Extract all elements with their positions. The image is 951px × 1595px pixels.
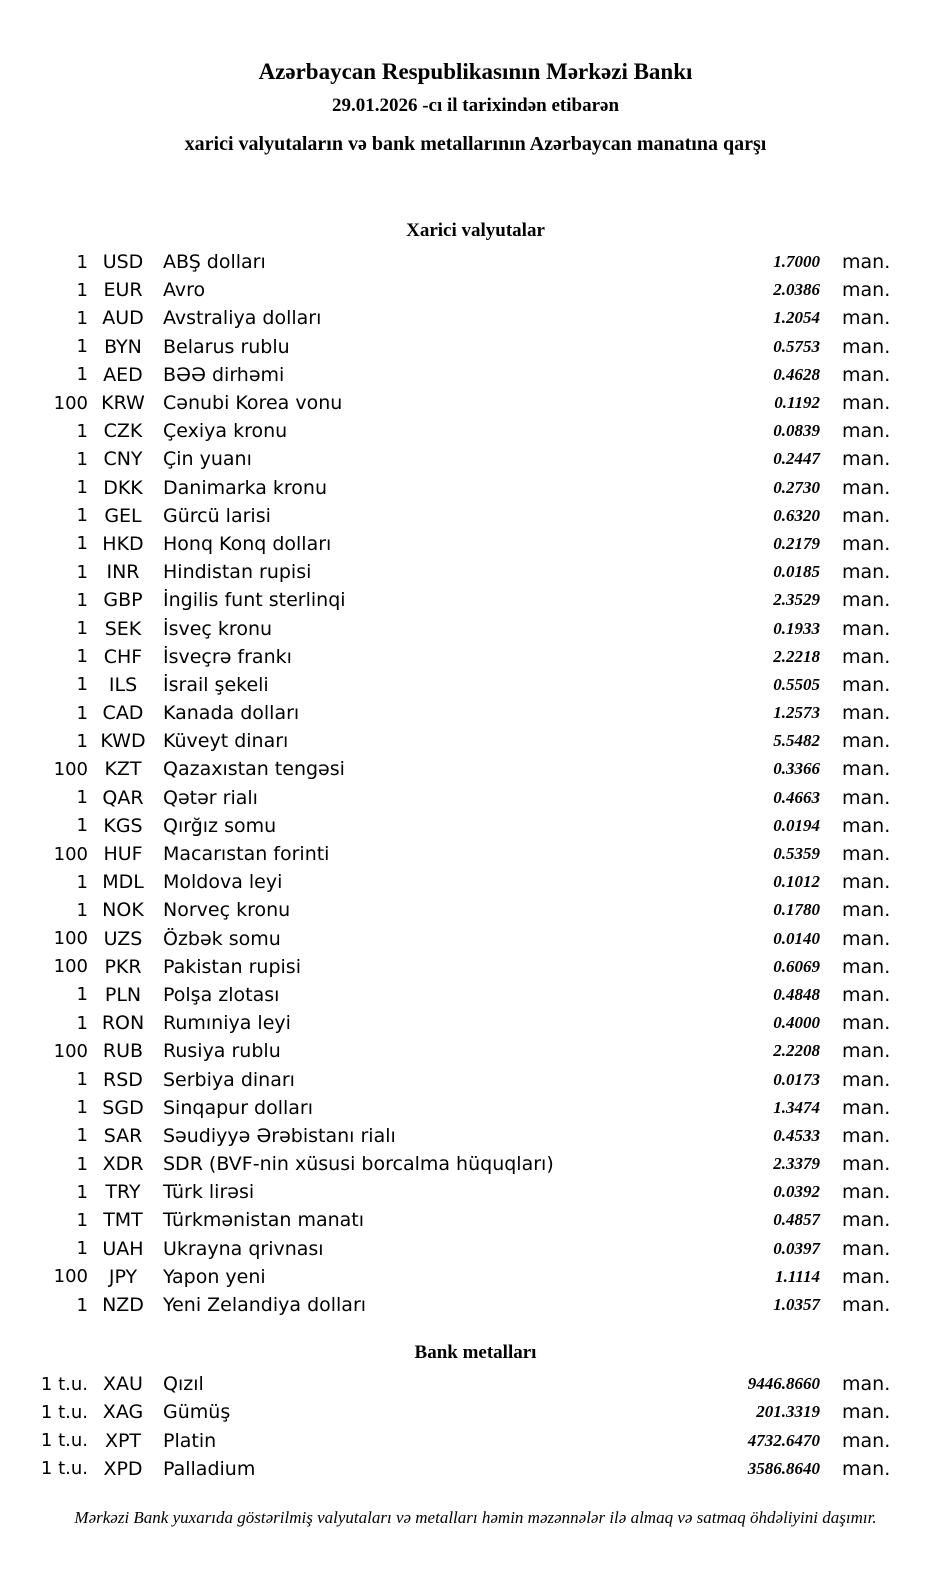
rate-row [0, 276, 951, 304]
currency-code-cell: UAH [102, 1237, 144, 1260]
rate-row [0, 1037, 951, 1065]
rate-value-cell: 5.5482 [773, 731, 820, 751]
unit-label-cell: man. [842, 955, 891, 978]
currency-name-cell: Qazaxıstan tengəsi [163, 758, 345, 781]
unit-label-cell: man. [842, 1401, 891, 1424]
currency-code-cell: HKD [102, 532, 144, 555]
rate-row [0, 1427, 951, 1455]
rate-value-cell: 0.0185 [773, 562, 820, 582]
quantity-cell: 1 [76, 1125, 88, 1147]
rate-row [0, 361, 951, 389]
currency-name-cell: İsveç kronu [163, 617, 273, 640]
footer-disclaimer: Mərkəzi Bank yuxarıda göstərilmiş valyutaları və metalları həmin məzənnələr ilə almaq və satmaq öhdəliyini daşımır. [74, 1507, 877, 1527]
currency-code-cell: XPD [103, 1457, 143, 1480]
rate-row [0, 812, 951, 840]
rate-row [0, 417, 951, 445]
rate-row [0, 1094, 951, 1122]
unit-label-cell: man. [842, 758, 891, 781]
rate-row [0, 1263, 951, 1291]
currency-name-cell: Yeni Zelandiya dolları [163, 1294, 367, 1317]
rate-value-cell: 1.0357 [773, 1295, 820, 1315]
rate-row [0, 248, 951, 276]
rate-value-cell: 2.3379 [773, 1154, 820, 1174]
currency-code-cell: EUR [103, 279, 143, 302]
rate-row [0, 755, 951, 783]
currency-code-cell: UZS [103, 927, 143, 950]
unit-label-cell: man. [842, 476, 891, 499]
effective-date: 29.01.2026 -cı il tarixindən etibarən [331, 95, 620, 116]
unit-label-cell: man. [842, 1265, 891, 1288]
rate-value-cell: 1.2573 [773, 703, 820, 723]
rate-value-cell: 0.0194 [773, 815, 820, 835]
unit-label-cell: man. [842, 307, 891, 330]
unit-label-cell: man. [842, 1457, 891, 1480]
unit-label-cell: man. [842, 363, 891, 386]
unit-label-cell: man. [842, 871, 891, 894]
currency-name-cell: Belarus rublu [163, 335, 290, 358]
rate-value-cell: 0.1192 [774, 393, 820, 413]
currency-name-cell: Platin [163, 1429, 217, 1452]
unit-label-cell: man. [842, 673, 891, 696]
currency-name-cell: Qızıl [163, 1373, 204, 1396]
unit-label-cell: man. [842, 448, 891, 471]
unit-label-cell: man. [842, 983, 891, 1006]
rate-value-cell: 2.2208 [773, 1041, 820, 1061]
quantity-cell: 1 [76, 279, 88, 301]
currency-name-cell: Səudiyyə Ərəbistanı rialı [163, 1124, 396, 1147]
quantity-cell: 1 [76, 871, 88, 893]
quantity-cell: 1 t.u. [40, 1373, 88, 1395]
quantity-cell: 1 [76, 674, 88, 696]
currency-code-cell: GEL [104, 504, 142, 527]
rate-row [0, 981, 951, 1009]
rate-row [0, 840, 951, 868]
quantity-cell: 1 [76, 448, 88, 470]
unit-label-cell: man. [842, 645, 891, 668]
currency-name-cell: ABŞ dolları [163, 251, 266, 274]
quantity-cell: 1 [76, 984, 88, 1006]
unit-label-cell: man. [842, 843, 891, 866]
quantity-cell: 1 [76, 1181, 88, 1203]
page-title: Azərbaycan Respublikasının Mərkəzi Bankı [258, 59, 693, 84]
unit-label-cell: man. [842, 899, 891, 922]
quantity-cell: 100 [53, 843, 88, 865]
rate-row [0, 1370, 951, 1398]
currency-code-cell: KRW [101, 392, 145, 415]
unit-label-cell: man. [842, 504, 891, 527]
currency-code-cell: KZT [104, 758, 142, 781]
currency-code-cell: PLN [104, 983, 142, 1006]
quantity-cell: 1 [76, 646, 88, 668]
page-subtitle: xarici valyutaların və bank metallarının Azərbaycan manatına qarşı [184, 133, 767, 155]
rate-row [0, 530, 951, 558]
currency-name-cell: Sinqapur dolları [163, 1096, 314, 1119]
quantity-cell: 1 [76, 899, 88, 921]
quantity-cell: 1 t.u. [40, 1401, 88, 1423]
rate-value-cell: 2.0386 [773, 280, 820, 300]
quantity-cell: 1 [76, 336, 88, 358]
currency-code-cell: KGS [103, 814, 143, 837]
quantity-cell: 1 [76, 561, 88, 583]
rate-value-cell: 201.3319 [756, 1402, 820, 1422]
rate-value-cell: 0.0839 [773, 421, 820, 441]
unit-label-cell: man. [842, 1040, 891, 1063]
quantity-cell: 1 t.u. [40, 1458, 88, 1480]
rate-row [0, 896, 951, 924]
currency-name-cell: Kanada dolları [163, 702, 300, 725]
rate-row [0, 643, 951, 671]
quantity-cell: 1 [76, 589, 88, 611]
rate-value-cell: 0.2447 [773, 449, 820, 469]
rate-value-cell: 0.1780 [773, 900, 820, 920]
unit-label-cell: man. [842, 532, 891, 555]
quantity-cell: 1 [76, 533, 88, 555]
unit-label-cell: man. [842, 335, 891, 358]
quantity-cell: 1 [76, 364, 88, 386]
quantity-cell: 1 [76, 1069, 88, 1091]
currency-code-cell: AUD [102, 307, 144, 330]
unit-label-cell: man. [842, 279, 891, 302]
quantity-cell: 100 [53, 928, 88, 950]
rate-value-cell: 0.4628 [773, 364, 820, 384]
currency-code-cell: GBP [103, 589, 143, 612]
rate-row [0, 304, 951, 332]
unit-label-cell: man. [842, 1012, 891, 1035]
rate-value-cell: 0.2730 [773, 477, 820, 497]
rate-value-cell: 1.7000 [773, 252, 820, 272]
section-title-metals: Bank metalları [414, 1342, 537, 1364]
rate-value-cell: 0.4848 [773, 984, 820, 1004]
currency-name-cell: Ukrayna qrivnası [163, 1237, 324, 1260]
currency-name-cell: Çin yuanı [163, 448, 252, 471]
rate-row [0, 784, 951, 812]
currency-code-cell: NOK [102, 899, 144, 922]
rate-value-cell: 0.5505 [773, 674, 820, 694]
currency-code-cell: RUB [102, 1040, 144, 1063]
currency-code-cell: BYN [104, 335, 142, 358]
unit-label-cell: man. [842, 589, 891, 612]
currency-name-cell: Serbiya dinarı [163, 1068, 295, 1091]
rate-row [0, 389, 951, 417]
currency-code-cell: PKR [104, 955, 142, 978]
currency-table [0, 248, 951, 1319]
unit-label-cell: man. [842, 1237, 891, 1260]
currency-name-cell: Cənubi Korea vonu [163, 392, 343, 415]
currency-name-cell: Norveç kronu [163, 899, 291, 922]
currency-name-cell: Türkmənistan manatı [163, 1209, 365, 1232]
rate-value-cell: 0.4000 [773, 1013, 820, 1033]
rate-row [0, 1009, 951, 1037]
quantity-cell: 1 [76, 618, 88, 640]
rate-row [0, 1455, 951, 1483]
quantity-cell: 1 [76, 1012, 88, 1034]
rate-value-cell: 0.0140 [773, 928, 820, 948]
unit-label-cell: man. [842, 392, 891, 415]
currency-code-cell: INR [106, 561, 140, 584]
unit-label-cell: man. [842, 617, 891, 640]
currency-code-cell: CHF [103, 645, 143, 668]
currency-code-cell: MDL [102, 871, 144, 894]
currency-name-cell: Rusiya rublu [163, 1040, 281, 1063]
currency-name-cell: Rumıniya leyi [163, 1012, 291, 1035]
currency-name-cell: Polşa zlotası [163, 983, 280, 1006]
rate-value-cell: 0.0397 [773, 1238, 820, 1258]
currency-name-cell: SDR (BVF-nin xüsusi borcalma hüquqları) [163, 1153, 554, 1176]
currency-code-cell: CZK [103, 420, 143, 443]
currency-code-cell: HUF [103, 843, 143, 866]
currency-code-cell: ILS [108, 673, 138, 696]
rate-row [0, 1235, 951, 1263]
currency-name-cell: İsrail şekeli [163, 673, 269, 696]
quantity-cell: 1 [76, 251, 88, 273]
rate-value-cell: 3586.8640 [747, 1458, 820, 1478]
rate-row [0, 474, 951, 502]
quantity-cell: 1 [76, 815, 88, 837]
rate-value-cell: 2.3529 [773, 590, 820, 610]
currency-code-cell: JPY [108, 1265, 138, 1288]
rate-row [0, 586, 951, 614]
unit-label-cell: man. [842, 1429, 891, 1452]
rate-row [0, 502, 951, 530]
unit-label-cell: man. [842, 1294, 891, 1317]
rate-value-cell: 0.4857 [773, 1210, 820, 1230]
quantity-cell: 1 [76, 730, 88, 752]
currency-name-cell: İngilis funt sterlinqi [163, 589, 346, 612]
rate-value-cell: 1.1114 [775, 1266, 820, 1286]
unit-label-cell: man. [842, 927, 891, 950]
quantity-cell: 100 [53, 392, 88, 414]
unit-label-cell: man. [842, 702, 891, 725]
rate-value-cell: 0.1012 [773, 872, 820, 892]
rate-row [0, 1122, 951, 1150]
quantity-cell: 1 [76, 787, 88, 809]
unit-label-cell: man. [842, 1153, 891, 1176]
rate-value-cell: 0.3366 [773, 759, 820, 779]
unit-label-cell: man. [842, 1068, 891, 1091]
rate-value-cell: 9446.8660 [747, 1374, 820, 1394]
currency-name-cell: Qırğız somu [163, 814, 277, 837]
unit-label-cell: man. [842, 786, 891, 809]
unit-label-cell: man. [842, 561, 891, 584]
currency-code-cell: RON [101, 1012, 145, 1035]
rate-value-cell: 4732.6470 [747, 1430, 820, 1450]
quantity-cell: 1 [76, 702, 88, 724]
currency-name-cell: Hindistan rupisi [163, 561, 312, 584]
rate-value-cell: 0.4663 [773, 787, 820, 807]
rate-row [0, 1150, 951, 1178]
currency-name-cell: Avro [163, 279, 206, 302]
currency-name-cell: Palladium [163, 1457, 256, 1480]
rate-row [0, 333, 951, 361]
currency-name-cell: Qətər rialı [163, 786, 258, 809]
unit-label-cell: man. [842, 251, 891, 274]
metals-table [0, 1370, 951, 1483]
currency-code-cell: CAD [102, 702, 144, 725]
section-title-currencies: Xarici valyutalar [406, 220, 545, 241]
currency-code-cell: RSD [103, 1068, 143, 1091]
currency-code-cell: TMT [103, 1209, 143, 1232]
rate-value-cell: 2.2218 [773, 646, 820, 666]
unit-label-cell: man. [842, 1373, 891, 1396]
currency-code-cell: DKK [103, 476, 143, 499]
rate-row [0, 1291, 951, 1319]
quantity-cell: 1 [76, 307, 88, 329]
rate-value-cell: 1.3474 [773, 1097, 820, 1117]
rate-row [0, 699, 951, 727]
currency-name-cell: Moldova leyi [163, 871, 283, 894]
unit-label-cell: man. [842, 1181, 891, 1204]
rate-value-cell: 1.2054 [773, 308, 820, 328]
currency-name-cell: Türk lirəsi [163, 1181, 255, 1204]
rate-value-cell: 0.5359 [773, 844, 820, 864]
quantity-cell: 100 [53, 1266, 88, 1288]
currency-name-cell: Gümüş [163, 1401, 231, 1424]
currency-code-cell: XDR [102, 1153, 144, 1176]
quantity-cell: 1 [76, 420, 88, 442]
currency-code-cell: XPT [104, 1429, 142, 1452]
currency-code-cell: XAG [102, 1401, 144, 1424]
quantity-cell: 1 t.u. [40, 1430, 88, 1452]
rate-value-cell: 0.6320 [773, 505, 820, 525]
currency-name-cell: Çexiya kronu [163, 420, 288, 443]
currency-code-cell: CNY [103, 448, 143, 471]
quantity-cell: 1 [76, 477, 88, 499]
quantity-cell: 100 [53, 1040, 88, 1062]
currency-name-cell: Yapon yeni [163, 1265, 266, 1288]
unit-label-cell: man. [842, 814, 891, 837]
quantity-cell: 1 [76, 1238, 88, 1260]
rate-value-cell: 0.1933 [773, 618, 820, 638]
rate-row [0, 1065, 951, 1093]
quantity-cell: 1 [76, 1294, 88, 1316]
rate-row [0, 925, 951, 953]
unit-label-cell: man. [842, 1096, 891, 1119]
currency-code-cell: SGD [102, 1096, 144, 1119]
quantity-cell: 100 [53, 758, 88, 780]
currency-code-cell: QAR [102, 786, 144, 809]
rate-row [0, 1398, 951, 1426]
unit-label-cell: man. [842, 420, 891, 443]
currency-code-cell: SEK [104, 617, 142, 640]
quantity-cell: 1 [76, 1209, 88, 1231]
rate-row [0, 558, 951, 586]
currency-code-cell: TRY [105, 1181, 141, 1204]
currency-name-cell: Avstraliya dolları [163, 307, 322, 330]
rate-value-cell: 0.0173 [773, 1069, 820, 1089]
quantity-cell: 1 [76, 1097, 88, 1119]
unit-label-cell: man. [842, 1209, 891, 1232]
unit-label-cell: man. [842, 730, 891, 753]
currency-name-cell: Küveyt dinarı [163, 730, 289, 753]
currency-code-cell: NZD [102, 1294, 144, 1317]
currency-name-cell: Özbək somu [163, 927, 281, 950]
rate-row [0, 445, 951, 473]
quantity-cell: 100 [53, 956, 88, 978]
currency-name-cell: Macarıstan forinti [163, 843, 330, 866]
currency-name-cell: Pakistan rupisi [163, 955, 301, 978]
currency-name-cell: İsveçrə frankı [163, 645, 292, 668]
rate-row [0, 1206, 951, 1234]
rate-row [0, 727, 951, 755]
rate-row [0, 614, 951, 642]
currency-code-cell: KWD [100, 730, 146, 753]
currency-name-cell: Danimarka kronu [163, 476, 328, 499]
rate-row [0, 671, 951, 699]
rate-row [0, 868, 951, 896]
currency-code-cell: AED [103, 363, 143, 386]
currency-name-cell: BƏƏ dirhəmi [163, 363, 285, 386]
currency-name-cell: Gürcü larisi [163, 504, 271, 527]
quantity-cell: 1 [76, 1153, 88, 1175]
quantity-cell: 1 [76, 505, 88, 527]
currency-code-cell: SAR [103, 1124, 143, 1147]
rate-row [0, 1178, 951, 1206]
rate-value-cell: 0.6069 [773, 956, 820, 976]
rate-value-cell: 0.0392 [773, 1182, 820, 1202]
rate-value-cell: 0.2179 [773, 533, 820, 553]
rate-value-cell: 0.4533 [773, 1125, 820, 1145]
currency-name-cell: Honq Konq dolları [163, 532, 332, 555]
rate-value-cell: 0.5753 [773, 336, 820, 356]
currency-code-cell: XAU [103, 1373, 143, 1396]
unit-label-cell: man. [842, 1124, 891, 1147]
currency-code-cell: USD [102, 251, 144, 274]
rate-row [0, 953, 951, 981]
